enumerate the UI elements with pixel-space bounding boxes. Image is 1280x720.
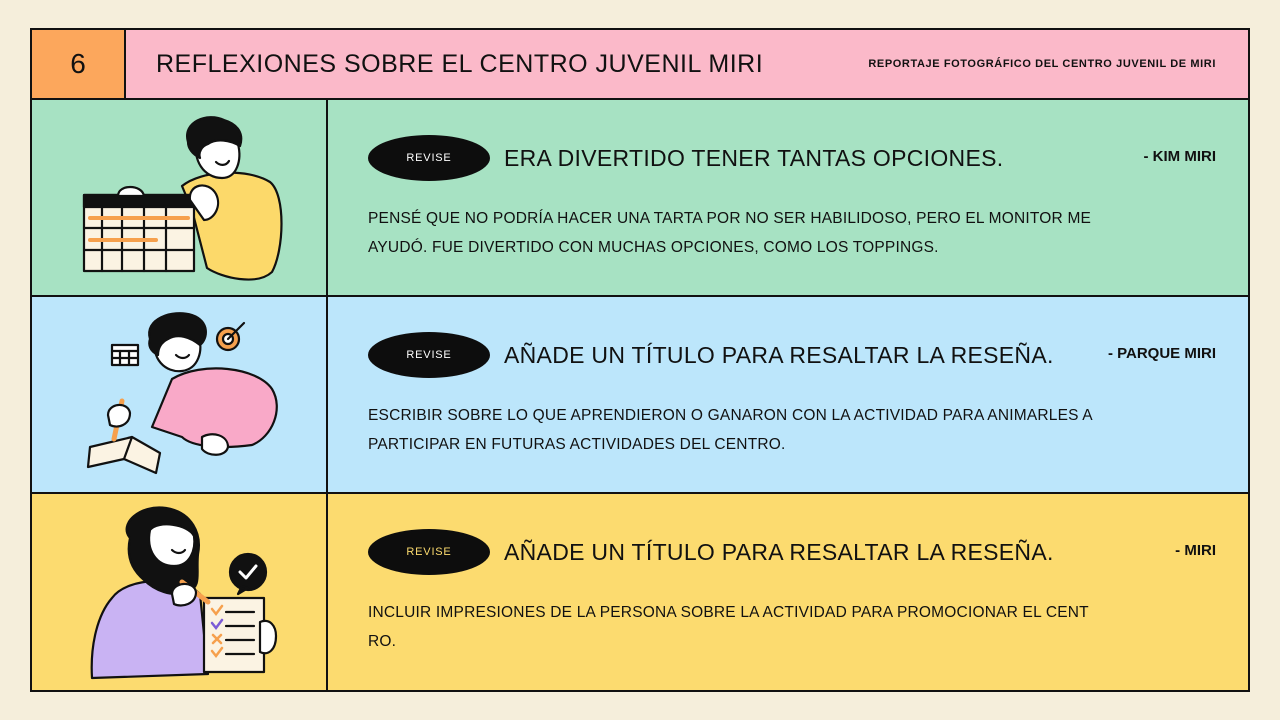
review-heading: AÑADE UN TÍTULO PARA RESALTAR LA RESEÑA. [504, 539, 1054, 565]
header-bar [32, 30, 1248, 100]
review-heading: AÑADE UN TÍTULO PARA RESALTAR LA RESEÑA. [504, 342, 1054, 368]
revise-badge: REVISE [368, 529, 490, 575]
slide-frame [30, 28, 1250, 692]
review-row [32, 100, 1248, 297]
review-heading: ERA DIVERTIDO TENER TANTAS OPCIONES. [504, 145, 1004, 171]
person-with-calendar-icon [32, 100, 328, 295]
review-row [32, 297, 1248, 494]
revise-badge: REVISE [368, 332, 490, 378]
person-writing-in-book-icon [32, 297, 328, 492]
revise-badge: REVISE [368, 135, 490, 181]
review-text: INCLUIR IMPRESIONES DE LA PERSONA SOBRE LA ACTIVIDAD PARA PROMOCIONAR EL CENTRO. [368, 604, 1089, 650]
person-with-checklist-icon [32, 494, 328, 690]
page-title: REFLEXIONES SOBRE EL CENTRO JUVENIL MIRI [156, 49, 764, 78]
review-row [32, 494, 1248, 690]
page-number: 6 [32, 30, 126, 98]
review-text: ESCRIBIR SOBRE LO QUE APRENDIERON O GANARON CON LA ACTIVIDAD PARA ANIMARLES A PARTICIPAR EN FUTURAS ACTIVIDADES DEL CENTRO. [368, 407, 1092, 453]
review-text: PENSÉ QUE NO PODRÍA HACER UNA TARTA POR NO SER HABILIDOSO, PERO EL MONITOR ME AYUDÓ. FUE DIVERTIDO CON MUCHAS OPCIONES, COMO LOS TOPPINGS. [368, 210, 1092, 256]
review-author: - KIM MIRI [1143, 148, 1216, 165]
page-subtitle: REPORTAJE FOTOGRÁFICO DEL CENTRO JUVENIL DE MIRI [868, 58, 1216, 70]
review-author: - PARQUE MIRI [1107, 345, 1216, 362]
review-author: - MIRI [1175, 542, 1216, 559]
